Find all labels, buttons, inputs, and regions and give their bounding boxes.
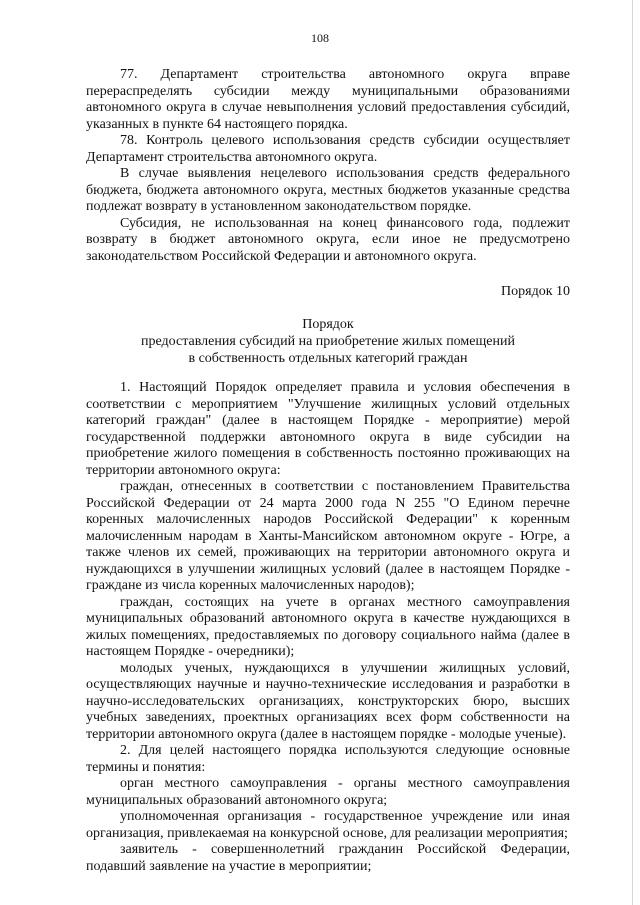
page-edge-line bbox=[632, 0, 633, 905]
paragraph-77: 77. Департамент строительства автономного округа вправе перераспределять субсидии между муниципальными образованиями автономного округа в случае невыполнения условий предоставления субсидий, указанных в пункте 64 настоящего порядка. bbox=[86, 67, 570, 132]
page-number: 108 bbox=[311, 31, 329, 45]
top-section bbox=[86, 67, 570, 265]
appendix-label: Порядок 10 bbox=[501, 284, 570, 299]
paragraph-young-scientists: молодых ученых, нуждающихся в улучшении жилищных условий, осуществляющих научные и научно-технические исследования и разработки в научно-исследовательских организациях, конструкторских бюро, высших учебных заведениях, проектных организациях всех форм собственности на территории автономного округа (далее в настоящем порядке - молодые ученые). bbox=[86, 660, 570, 742]
paragraph-applicant: заявитель - совершеннолетний гражданин Российской Федерации, подавший заявление на участие в мероприятии; bbox=[86, 842, 570, 874]
title-line-3: в собственность отдельных категорий граждан bbox=[188, 351, 468, 366]
paragraph-authorized-org: уполномоченная организация - государственное учреждение или иная организация, привлекаемая на конкурсной основе, для реализации мероприятия; bbox=[86, 809, 570, 841]
document-title bbox=[86, 316, 570, 367]
paragraph-1: 1. Настоящий Порядок определяет правила и условия обеспечения в соответствии с мероприятием "Улучшение жилищных условий отдельных категорий граждан" (далее в настоящем Порядке - мероприятие) мерой государственной поддержки автономного округа в виде субсидии на приобретение жилого помещения в собственность постоянно проживающих на территории автономного округа: bbox=[86, 380, 570, 478]
title-line-1: Порядок bbox=[302, 317, 354, 332]
paragraph-indigenous: граждан, отнесенных в соответствии с постановлением Правительства Российской Федерации от 24 марта 2000 года N 255 "О Едином перечне коренных малочисленных народов Российской Федерации" к коренным малочисленным народам в Ханты-Мансийском автономном округе - Югре, а также членов их семей, проживающих на территории автономного округа и нуждающихся в улучшении жилищных условий (далее в настоящем Порядке - граждане из числа коренных малочисленных народов); bbox=[86, 479, 570, 593]
paragraph-78: 78. Контроль целевого использования средств субсидии осуществляет Департамент строительства автономного округа. bbox=[86, 133, 570, 165]
paragraph-unused-subsidy: Субсидия, не использованная на конец финансового года, подлежит возврату в бюджет автономного округа, если иное не предусмотрено законодательством Российской Федерации и автономного округа. bbox=[86, 215, 570, 264]
paragraph-waitlist: граждан, состоящих на учете в органах местного самоуправления муниципальных образований автономного округа в качестве нуждающихся в жилых помещениях, предоставляемых по договору социального найма (далее в настоящем Порядке - очередники); bbox=[86, 594, 570, 659]
title-line-2: предоставления субсидий на приобретение жилых помещений bbox=[141, 334, 515, 349]
paragraph-misuse: В случае выявления нецелевого использования средств федерального бюджета, бюджета автономного округа, местных бюджетов указанные средства подлежат возврату в установленном законодательством порядке. bbox=[86, 166, 570, 214]
paragraph-2: 2. Для целей настоящего порядка используются следующие основные термины и понятия: bbox=[86, 743, 570, 775]
main-body bbox=[86, 380, 570, 875]
paragraph-local-government: орган местного самоуправления - органы местного самоуправления муниципальных образований автономного округа; bbox=[86, 776, 570, 808]
